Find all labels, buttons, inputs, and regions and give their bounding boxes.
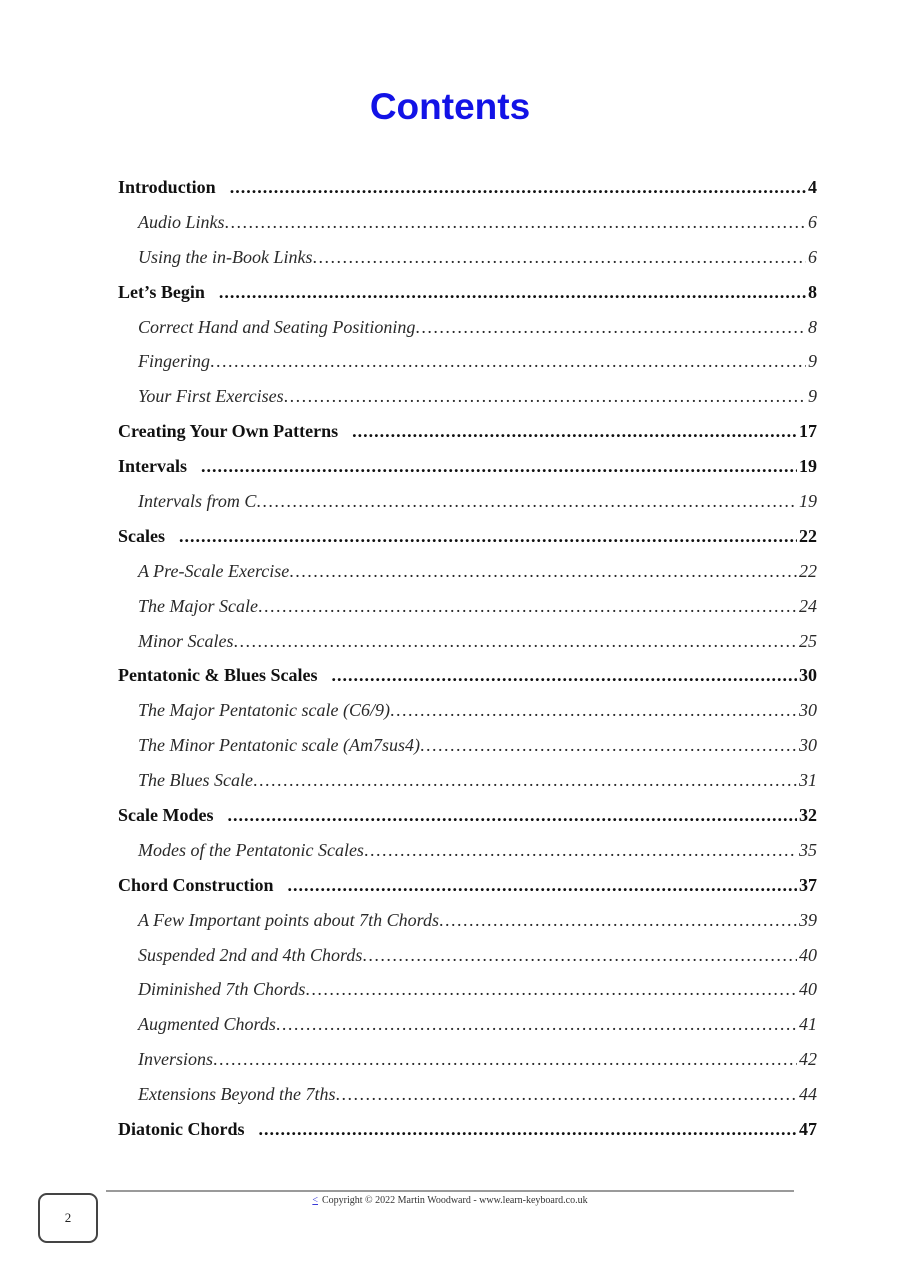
toc-subsection-row[interactable] [118,979,817,1014]
toc-entry-page-number: 22 [799,525,817,546]
toc-entry-page-number: 25 [799,630,817,651]
toc-entry-page-number: 9 [808,386,817,407]
toc-subsection-row[interactable] [118,561,817,596]
dot-leader [352,421,797,442]
dot-leader [230,177,806,198]
toc-entry-page-number: 6 [808,211,817,232]
toc-subsection-row[interactable] [118,212,817,247]
toc-entry-page-number: 40 [799,944,817,965]
dot-leader [415,317,806,338]
toc-entry-page-number: 22 [799,560,817,581]
dot-leader [289,561,797,582]
toc-section-row[interactable] [118,1119,817,1154]
toc-entry-label: Intervals [118,456,187,477]
toc-entry-label: Scale Modes [118,805,214,826]
toc-subsection-row[interactable] [118,700,817,735]
dot-leader [227,805,797,826]
toc-entry-label: Suspended 2nd and 4th Chords [138,944,363,965]
toc-entry-label: Introduction [118,177,216,197]
toc-entry-label: A Pre-Scale Exercise [138,560,290,581]
dot-leader [284,386,806,407]
dot-leader [364,840,797,861]
dot-leader [256,491,797,512]
toc-entry-label: Diminished 7th Chords [138,979,306,1000]
toc-subsection-row[interactable] [118,1014,817,1049]
dot-leader [332,665,798,686]
toc-subsection-row[interactable] [118,351,817,386]
toc-entry-page-number: 8 [808,281,817,302]
toc-entry-page-number: 30 [799,665,817,686]
toc-entry-label: The Minor Pentatonic scale (Am7sus4) [138,735,420,756]
dot-leader [210,351,806,372]
toc-subsection-row[interactable] [118,770,817,805]
toc-section-row[interactable] [118,282,817,317]
dot-leader [219,282,806,303]
toc-subsection-row[interactable] [118,317,817,352]
toc-entry-label: Let’s Begin [118,281,205,302]
dot-leader [305,979,797,1000]
toc-section-row[interactable] [118,665,817,700]
toc-entry-page-number: 24 [799,595,817,616]
dot-leader [253,770,797,791]
toc-entry-label: Intervals from C [138,491,257,512]
toc-entry-page-number: 35 [799,839,817,860]
toc-entry-page-number: 37 [799,874,817,895]
toc-entry-label: Creating Your Own Patterns [118,421,339,442]
toc-entry-label: Correct Hand and Seating Positioning [138,316,416,337]
back-link[interactable]: < [312,1195,318,1206]
toc-section-row[interactable] [118,805,817,840]
toc-subsection-row[interactable] [118,247,817,282]
toc-subsection-row[interactable] [118,840,817,875]
footer-divider [106,1190,794,1192]
toc-subsection-row[interactable] [118,1049,817,1084]
dot-leader [390,700,797,721]
toc-entry-label: Minor Scales [138,630,234,651]
toc-entry-page-number: 30 [799,735,817,756]
toc-section-row[interactable] [118,526,817,561]
dot-leader [276,1014,797,1035]
toc-entry-page-number: 9 [808,351,817,372]
toc-section-row[interactable] [118,421,817,456]
toc-subsection-row[interactable] [118,910,817,945]
toc-entry-label: Extensions Beyond the 7ths [138,1084,336,1105]
toc-entry-page-number: 39 [799,909,817,930]
toc-subsection-row[interactable] [118,945,817,980]
toc-entry-page-number: 32 [799,805,817,826]
page-title: Contents [369,86,531,127]
page-number: 2 [64,1210,72,1225]
toc-entry-label: Scales [118,525,165,546]
toc-entry-label: Chord Construction [118,874,274,895]
toc-entry-label: The Major Pentatonic scale (C6/9) [138,700,390,721]
toc-section-row[interactable] [118,875,817,910]
toc-entry-page-number: 44 [799,1084,817,1105]
dot-leader [179,526,797,547]
toc-entry-label: Augmented Chords [138,1014,276,1035]
dot-leader [288,875,797,896]
dot-leader [201,456,797,477]
toc-entry-label: The Blues Scale [138,770,253,791]
toc-entry-label: Audio Links [138,211,225,232]
toc-subsection-row[interactable] [118,596,817,631]
toc-entry-page-number: 6 [808,246,817,267]
dot-leader [439,910,797,931]
toc-entry-page-number: 19 [799,456,817,477]
toc-entry-label: Pentatonic & Blues Scales [118,665,318,686]
toc-entry-page-number: 41 [799,1014,817,1035]
toc-entry-page-number: 31 [799,770,817,791]
dot-leader [335,1084,797,1105]
toc-entry-page-number: 8 [808,316,817,337]
toc-entry-page-number: 40 [799,979,817,1000]
dot-leader [225,212,806,233]
toc-subsection-row[interactable] [118,1084,817,1119]
toc-entry-label: Diatonic Chords [118,1119,245,1140]
table-of-contents [118,177,817,1154]
toc-subsection-row[interactable] [118,491,817,526]
dot-leader [233,631,797,652]
toc-entry-page-number: 30 [799,700,817,721]
dot-leader [259,1119,797,1140]
toc-subsection-row[interactable] [118,386,817,421]
dot-leader [362,945,797,966]
page-number-box [38,1193,98,1243]
toc-entry-label: Inversions [138,1049,213,1070]
toc-entry-page-number: 17 [799,421,817,442]
copyright-text: Copyright © 2022 Martin Woodward - www.learn-keyboard.co.uk [322,1195,588,1206]
toc-entry-label: Modes of the Pentatonic Scales [138,839,364,860]
toc-section-row[interactable] [118,177,817,212]
toc-entry-label: Fingering [138,351,210,372]
toc-entry-page-number: 47 [799,1119,817,1140]
toc-subsection-row[interactable] [118,631,817,666]
toc-entry-label: Using the in-Book Links [138,246,313,267]
footer [106,1195,794,1206]
toc-entry-page-number: 4 [808,177,817,197]
dot-leader [312,247,806,268]
toc-entry-label: Your First Exercises [138,386,284,407]
toc-entry-label: The Major Scale [138,595,258,616]
toc-entry-page-number: 42 [799,1049,817,1070]
dot-leader [213,1049,797,1070]
toc-entry-label: A Few Important points about 7th Chords [138,909,440,930]
toc-section-row[interactable] [118,456,817,491]
toc-entry-page-number: 19 [799,491,817,512]
dot-leader [420,735,797,756]
dot-leader [258,596,797,617]
toc-subsection-row[interactable] [118,735,817,770]
